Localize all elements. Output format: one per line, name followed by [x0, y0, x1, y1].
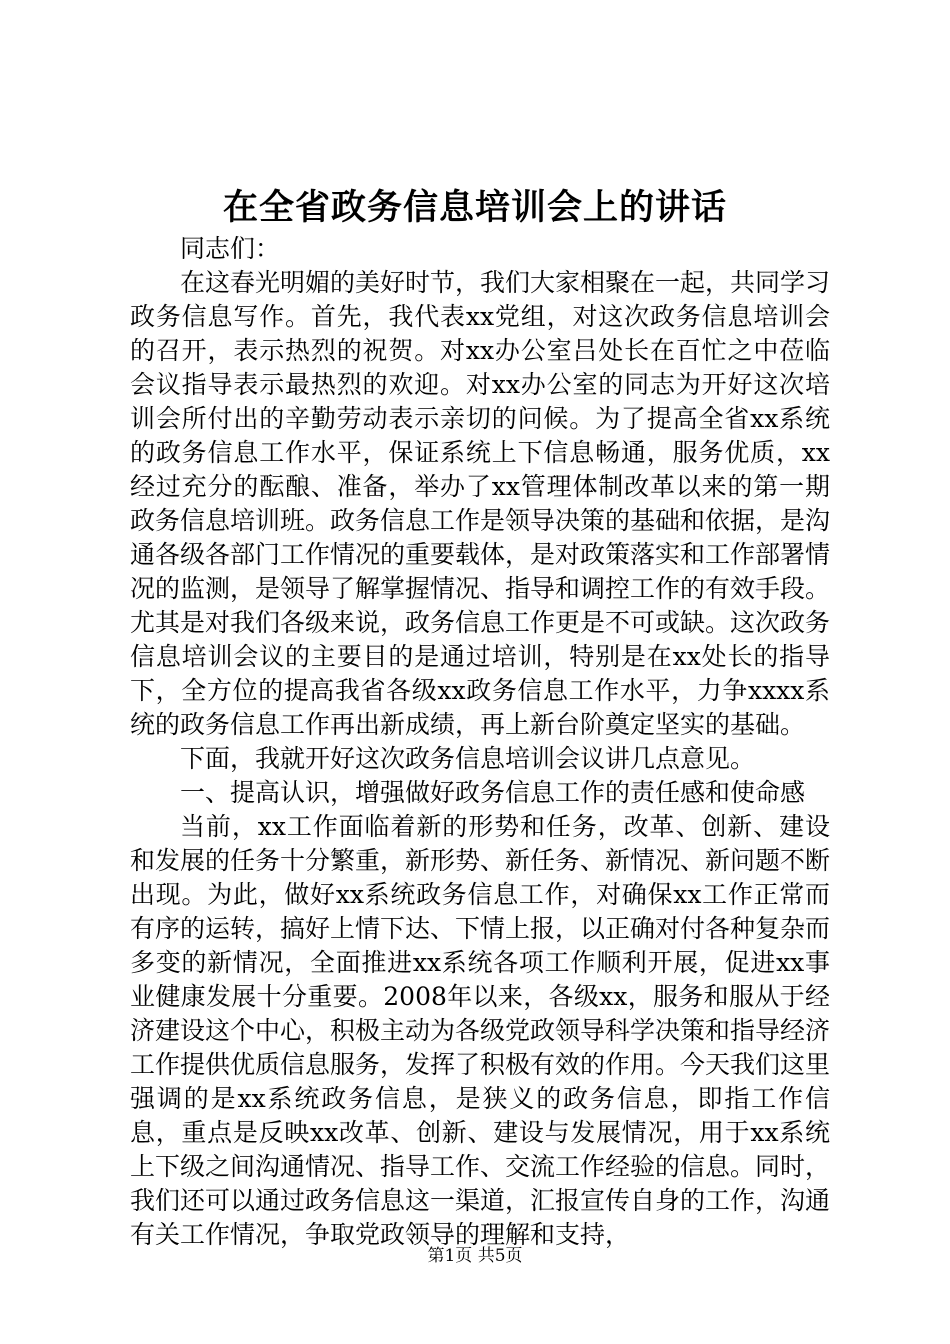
document-title: 在全省政务信息培训会上的讲话 [222, 187, 727, 228]
page-number-footer: 第1页 共5页 [427, 1246, 523, 1266]
paragraph-intro-points: 下面，我就开好这次政务信息培训会议讲几点意见。 [180, 744, 756, 773]
paragraph-opening: 在这春光明媚的美好时节，我们大家相聚在一起，共同学习政务信息写作。首先，我代表xx党组，对这次政务信息培训会的召开，表示热烈的祝贺。对xx办公室吕处长在百忙之中莅临会议指导表示最热烈的欢迎。对xx办公室的同志为开好这次培训会所付出的辛勤劳动表示亲切的问候。为了提高全省xx系统的政务信息工作水平，保证系统上下信息畅通，服务优质，xx经过充分的酝酿、准备，举办了xx管理体制改革以来的第一期政务信息培训班。政务信息工作是领导决策的基础和依据，是沟通各级各部门工作情况的重要载体，是对政策落实和工作部署情况的监测，是领导了解掌握情况、指导和调控工作的有效手段。尤其是对我们各级来说，政务信息工作更是不可或缺。这次政务信息培训会议的主要目的是通过培训，特别是在xx处长的指导下，全方位的提高我省各级xx政务信息工作水平，力争xxxx系统的政务信息工作再出新成绩，再上新台阶奠定坚实的基础。 [130, 268, 831, 739]
paragraph-current-situation: 当前，xx工作面临着新的形势和任务，改革、创新、建设和发展的任务十分繁重，新形势、新任务、新情况、新问题不断出现。为此，做好xx系统政务信息工作，对确保xx工作正常而有序的运转，搞好上情下达、下情上报，以正确对付各种复杂而多变的新情况，全面推进xx系统各项工作顺利开展，促进xx事业健康发展十分重要。2008年以来，各级xx，服务和服从于经济建设这个中心，积极主动为各级党政领导科学决策和指导经济工作提供优质信息服务，发挥了积极有效的作用。今天我们这里强调的是xx系统政务信息，是狭义的政务信息，即指工作信息，重点是反映xx改革、创新、建设与发展情况，用于xx系统上下级之间沟通情况、指导工作、交流工作经验的信息。同时，我们还可以通过政务信息这一渠道，汇报宣传自身的工作，沟通有关工作情况，争取党政领导的理解和支持， [130, 812, 831, 1249]
section-heading-1: 一、提高认识，增强做好政务信息工作的责任感和使命感 [180, 778, 806, 807]
document-body [130, 232, 830, 1252]
salutation: 同志们： [180, 234, 281, 263]
